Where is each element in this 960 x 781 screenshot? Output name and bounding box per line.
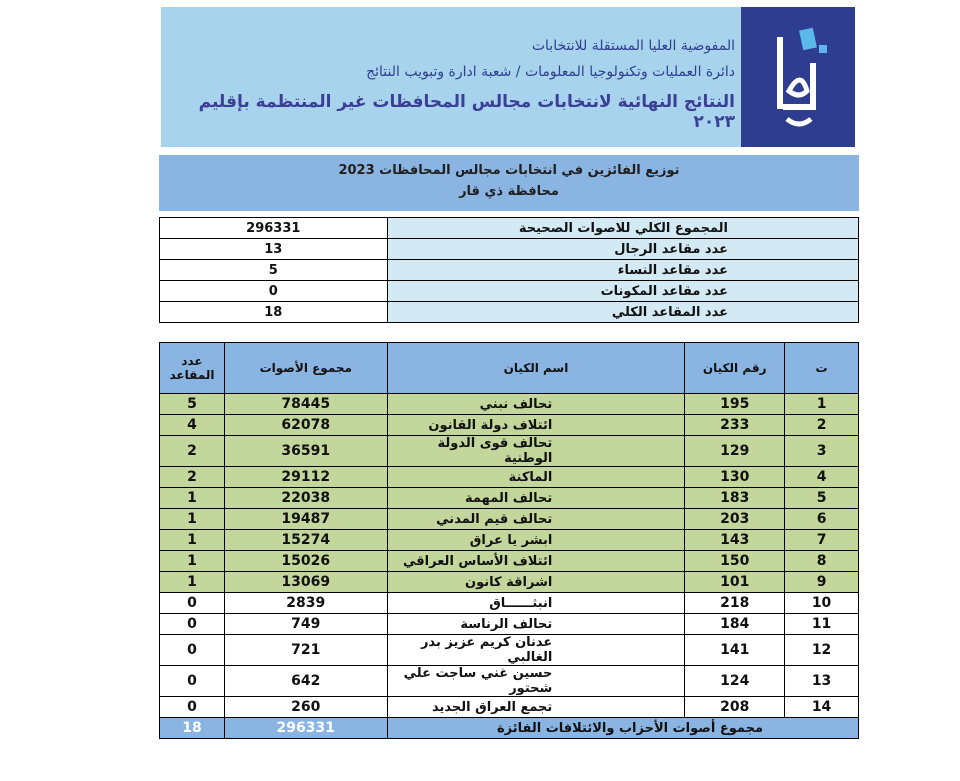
sequence-cell: 6	[785, 509, 859, 530]
entity-name-cell: تحالف الرناسة	[387, 614, 685, 635]
header-entity-number: رقم الكيان	[685, 343, 785, 394]
votes-cell: 260	[224, 697, 387, 718]
entity-name-cell: تحالف المهمة	[387, 488, 685, 509]
summary-value: 18	[160, 302, 388, 323]
seats-cell: 0	[160, 635, 225, 666]
entity-number-cell: 124	[685, 666, 785, 697]
table-row	[160, 572, 859, 593]
entity-name-cell: اشراقة كانون	[387, 572, 685, 593]
entity-number-cell: 141	[685, 635, 785, 666]
table-row	[160, 467, 859, 488]
distribution-title: توزيع الفائزين في انتخابات مجالس المحافظات 2023	[338, 163, 680, 178]
seats-cell: 2	[160, 436, 225, 467]
sequence-cell: 1	[785, 394, 859, 415]
total-label: مجموع أصوات الأحزاب والائتلافات الفائزة	[387, 718, 858, 739]
entity-name-cell: عدنان كريم عزيز بدر الغالبي	[387, 635, 685, 666]
votes-cell: 15026	[224, 551, 387, 572]
table-row	[160, 551, 859, 572]
sequence-cell: 7	[785, 530, 859, 551]
votes-cell: 15274	[224, 530, 387, 551]
header-entity-name: اسم الكيان	[387, 343, 685, 394]
distribution-subheader	[159, 155, 859, 211]
seats-cell: 1	[160, 488, 225, 509]
seats-cell: 1	[160, 530, 225, 551]
total-votes: 296331	[224, 718, 387, 739]
commission-logo	[741, 7, 855, 147]
entity-number-cell: 150	[685, 551, 785, 572]
table-row	[160, 394, 859, 415]
seats-cell: 0	[160, 697, 225, 718]
table-row	[160, 614, 859, 635]
entity-number-cell: 208	[685, 697, 785, 718]
summary-label: عدد مقاعد الرجال	[387, 239, 858, 260]
entity-name-cell: تجمع العراق الجديد	[387, 697, 685, 718]
table-row	[160, 509, 859, 530]
seats-cell: 0	[160, 593, 225, 614]
results-table	[159, 342, 859, 739]
table-row	[160, 697, 859, 718]
entity-number-cell: 184	[685, 614, 785, 635]
votes-cell: 749	[224, 614, 387, 635]
results-header-row	[160, 343, 859, 394]
votes-cell: 62078	[224, 415, 387, 436]
sequence-cell: 12	[785, 635, 859, 666]
seats-cell: 1	[160, 551, 225, 572]
commission-name: المفوضية العليا المستقلة للانتخابات	[531, 38, 735, 54]
seats-cell: 4	[160, 415, 225, 436]
summary-table	[159, 217, 859, 323]
votes-cell: 642	[224, 666, 387, 697]
entity-number-cell: 143	[685, 530, 785, 551]
entity-number-cell: 218	[685, 593, 785, 614]
sequence-cell: 11	[785, 614, 859, 635]
sequence-cell: 10	[785, 593, 859, 614]
ballot-logo-icon	[741, 7, 855, 147]
summary-label: عدد مقاعد المكونات	[387, 281, 858, 302]
votes-cell: 13069	[224, 572, 387, 593]
table-row	[160, 530, 859, 551]
seats-cell: 5	[160, 394, 225, 415]
entity-number-cell: 130	[685, 467, 785, 488]
total-seats: 18	[160, 718, 225, 739]
entity-number-cell: 101	[685, 572, 785, 593]
department-name: دائرة العمليات وتكنولوجيا المعلومات / شعبة ادارة وتبويب النتائج	[366, 64, 735, 80]
entity-name-cell: ائتلاف دولة القانون	[387, 415, 685, 436]
entity-name-cell: ائتلاف الأساس العراقي	[387, 551, 685, 572]
table-row	[160, 436, 859, 467]
table-row	[160, 593, 859, 614]
summary-label: عدد مقاعد النساء	[387, 260, 858, 281]
seats-cell: 1	[160, 572, 225, 593]
summary-row	[160, 260, 859, 281]
seats-cell: 0	[160, 666, 225, 697]
entity-number-cell: 233	[685, 415, 785, 436]
votes-cell: 19487	[224, 509, 387, 530]
entity-name-cell: تحالف قوى الدولة الوطنية	[387, 436, 685, 467]
entity-name-cell: تحالف نبني	[387, 394, 685, 415]
total-row	[160, 718, 859, 739]
table-row	[160, 635, 859, 666]
table-row	[160, 666, 859, 697]
summary-value: 296331	[160, 218, 388, 239]
entity-number-cell: 195	[685, 394, 785, 415]
summary-value: 13	[160, 239, 388, 260]
entity-number-cell: 129	[685, 436, 785, 467]
votes-cell: 29112	[224, 467, 387, 488]
header-seats: عدد المقاعد	[160, 343, 225, 394]
sequence-cell: 9	[785, 572, 859, 593]
summary-value: 5	[160, 260, 388, 281]
votes-cell: 22038	[224, 488, 387, 509]
province-name: محافظة ذي قار	[459, 184, 559, 199]
entity-name-cell: انبثــــــاق	[387, 593, 685, 614]
sequence-cell: 3	[785, 436, 859, 467]
entity-number-cell: 203	[685, 509, 785, 530]
table-row	[160, 415, 859, 436]
sequence-cell: 8	[785, 551, 859, 572]
summary-label: المجموع الكلي للاصوات الصحيحة	[387, 218, 858, 239]
seats-cell: 0	[160, 614, 225, 635]
entity-name-cell: تحالف قيم المدني	[387, 509, 685, 530]
summary-label: عدد المقاعد الكلي	[387, 302, 858, 323]
results-title: النتائج النهائية لانتخابات مجالس المحافظات غير المنتظمة بإقليم ٢٠٢٣	[198, 92, 735, 132]
entity-number-cell: 183	[685, 488, 785, 509]
header-votes: مجموع الأصوات	[224, 343, 387, 394]
votes-cell: 78445	[224, 394, 387, 415]
votes-cell: 36591	[224, 436, 387, 467]
votes-cell: 721	[224, 635, 387, 666]
sequence-cell: 2	[785, 415, 859, 436]
summary-value: 0	[160, 281, 388, 302]
header-sequence: ت	[785, 343, 859, 394]
entity-name-cell: حسين غني ساجت علي شحتور	[387, 666, 685, 697]
seats-cell: 1	[160, 509, 225, 530]
summary-row	[160, 218, 859, 239]
table-row	[160, 488, 859, 509]
seats-cell: 2	[160, 467, 225, 488]
sequence-cell: 5	[785, 488, 859, 509]
sequence-cell: 14	[785, 697, 859, 718]
votes-cell: 2839	[224, 593, 387, 614]
summary-row	[160, 281, 859, 302]
sequence-cell: 4	[785, 467, 859, 488]
entity-name-cell: ابشر يا عراق	[387, 530, 685, 551]
sequence-cell: 13	[785, 666, 859, 697]
entity-name-cell: الماكنة	[387, 467, 685, 488]
summary-row	[160, 239, 859, 260]
summary-row	[160, 302, 859, 323]
